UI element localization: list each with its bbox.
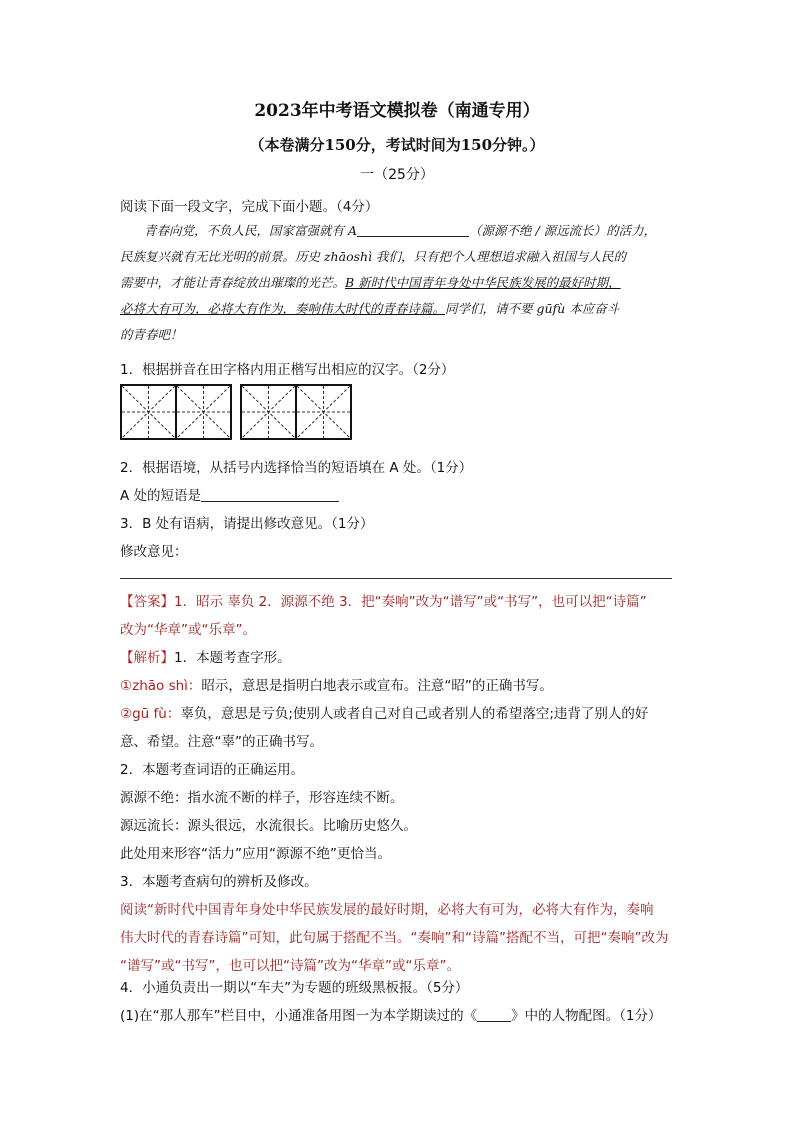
analysis-line-8: 此处用来形容“活力”应用“源源不绝”更恰当。 [120,846,391,862]
tianzige-cell[interactable] [240,384,297,440]
answer-block [120,588,680,644]
analysis-block [120,644,680,980]
answer-blank[interactable] [201,487,339,502]
answer-tag: 【答案】 [120,594,174,610]
page-subtitle: （本卷满分150分，考试时间为150分钟。） [249,136,545,154]
blank-a [357,222,469,237]
answer-text: 1．昭示 辜负 2．源源不绝 3．把“奏响”改为“谱写”或“书写”，也可以把“诗篇” [174,594,647,610]
analysis-text: 辜负，意思是亏负;使别人或者自己对自己或者别人的希望落空;违背了别人的好 [180,706,649,722]
analysis-line-3 [120,700,680,728]
question-1: 1．根据拼音在田字格内用正楷写出相应的汉字。（2分） [120,362,455,378]
tianzige-cell[interactable] [175,384,232,440]
analysis-text: 昭示，意思是指明白地表示或宣布。注意“昭”的正确书写。 [201,678,553,694]
passage-text: 需要中，才能让青春绽放出璀璨的光芒。 [120,275,346,290]
sentence-b-cont: 必将大有可为，必将大有作为，奏响伟大时代的青春诗篇。 [120,301,446,316]
analysis-line-9: 3．本题考查病句的辨析及修改。 [120,874,318,890]
q4-text: (1)在“那人那车”栏目中，小通准备用图一为本学期读过的《 [120,1008,478,1024]
analysis-line-12: “谱写”或“书写”，也可以把“诗篇”改为“华章”或“乐章”。 [120,958,460,974]
pinyin-mark: ①zhāo shì： [120,678,202,694]
passage-text: （源源不绝 / 源远流长）的活力， [469,223,657,238]
sentence-b: B 新时代中国青年身处中华民族发展的最好时期， [345,275,621,290]
section-heading: 一（25分） [360,167,434,183]
analysis-line-7: 源远流长：源头很远，水流很长。比喻历史悠久。 [120,818,417,834]
book-title-blank[interactable] [477,1007,511,1022]
question-2: 2．根据语境，从括号内选择恰当的短语填在 A 处。（1分） [120,460,473,476]
answer-line-1 [120,588,680,616]
pinyin-mark: ②gū fù： [120,706,181,722]
passage-line-3 [120,270,690,296]
q4-text: 》中的人物配图。（1分） [511,1008,662,1024]
answer-label: A 处的短语是 [120,488,202,504]
answer-divider [120,578,672,579]
analysis-line-11: 伟大时代的青春诗篇”可知，此句属于搭配不当。“奏响”和“诗篇”搭配不当，可把“奏响”改为 [120,930,669,946]
reading-passage [120,218,690,348]
page-title: 2023年中考语文模拟卷（南通专用） [254,101,540,121]
analysis-line-2 [120,672,680,700]
reading-instruction: 阅读下面一段文字，完成下面小题。（4分） [120,199,379,215]
analysis-line-5: 2．本题考查词语的正确运用。 [120,762,305,778]
analysis-line-4: 意、希望。注意“辜”的正确书写。 [120,734,323,750]
passage-line-1 [120,218,690,244]
analysis-tag: 【解析】 [120,650,174,666]
question-3: 3．B 处有语病，请提出修改意见。（1分） [120,516,374,532]
question-4: 4．小通负责出一期以“车夫”为专题的班级黑板报。（5分） [120,980,469,996]
analysis-text: 1．本题考查字形。 [174,650,291,666]
tianzige-cell[interactable] [295,384,352,440]
question-4-1 [120,1004,661,1024]
analysis-line-6: 源源不绝：指水流不断的样子，形容连续不断。 [120,790,404,806]
passage-line-5: 的青春吧！ [120,327,183,342]
revision-label: 修改意见： [120,544,188,560]
passage-text: 同学们，请不要 gūfù 本应奋斗 [445,301,620,316]
tianzige-cell[interactable] [120,384,177,440]
passage-line-4 [120,296,690,322]
passage-text: 青春向党，不负人民，国家富强就有 A [144,223,358,238]
answer-line-2: 改为“华章”或“乐章”。 [120,622,256,638]
question-2-answer-line [120,484,339,504]
analysis-line-1 [120,644,680,672]
analysis-line-10: 阅读“新时代中国青年身处中华民族发展的最好时期，必将大有可为，必将大有作为，奏响 [120,902,654,918]
passage-line-2: 民族复兴就有无比光明的前景。历史 zhāoshì 我们，只有把个人理想追求融入祖国与人民的 [120,249,627,264]
